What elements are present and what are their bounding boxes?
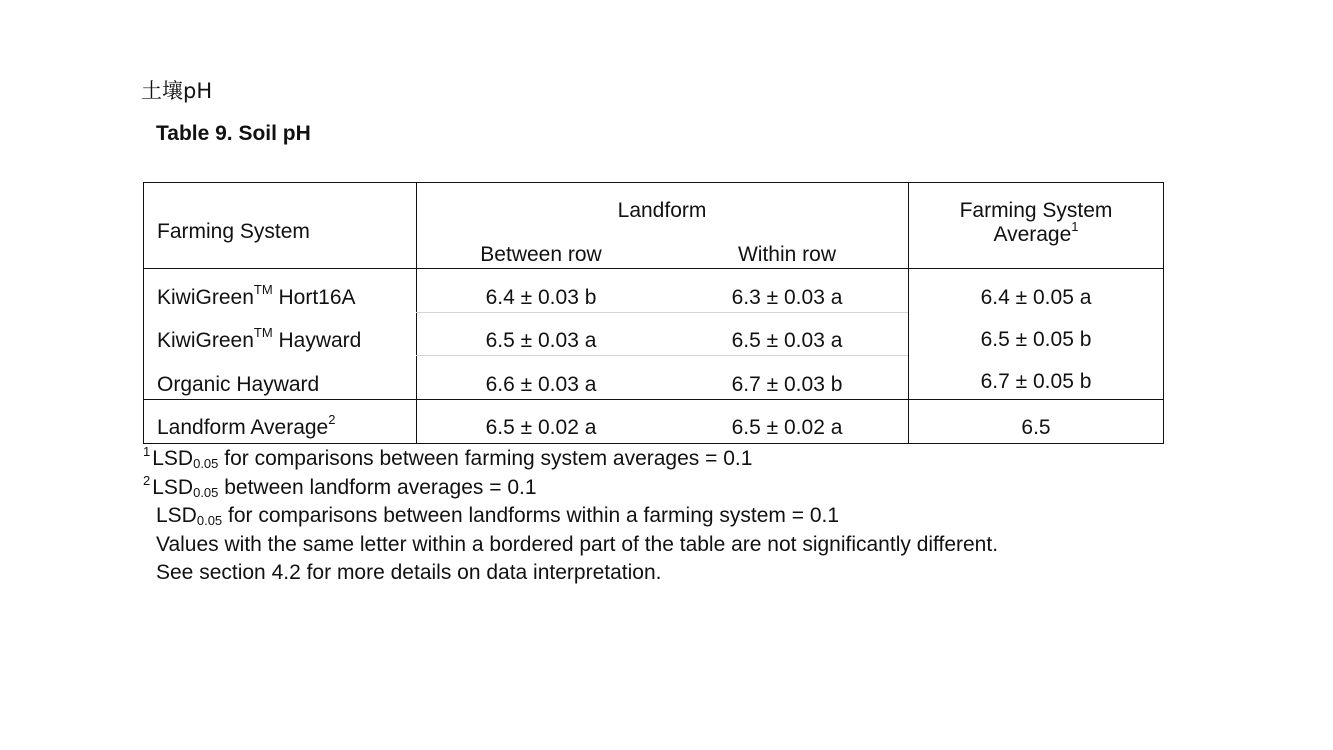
lsd-label: LSD bbox=[152, 447, 194, 470]
cell-average: 6.5 ± 0.05 b bbox=[980, 328, 1092, 351]
lsd-label: LSD bbox=[152, 475, 194, 499]
footnote-5: See section 4.2 for more details on data interpretation. bbox=[156, 561, 662, 584]
footnote-1 bbox=[143, 445, 998, 474]
row-label-suffix: Hort16A bbox=[272, 286, 356, 309]
row-label bbox=[157, 325, 362, 353]
table-footnotes bbox=[143, 445, 998, 588]
cell-between-row: 6.6 ± 0.03 a bbox=[485, 373, 597, 396]
cell-within-row: 6.7 ± 0.03 b bbox=[731, 373, 843, 396]
row-label bbox=[157, 282, 356, 310]
cell-within-row: 6.3 ± 0.03 a bbox=[731, 286, 843, 309]
table-title: Table 9. Soil pH bbox=[156, 122, 311, 145]
trademark-mark: TM bbox=[253, 325, 273, 340]
header-fs-average-line1: Farming System bbox=[959, 199, 1113, 222]
footnote-text: for comparisons between farming system averages = 0.1 bbox=[218, 447, 753, 470]
footnote-marker: 2 bbox=[328, 412, 336, 427]
landform-average-label bbox=[157, 412, 336, 440]
landform-average-text: Landform Average bbox=[157, 416, 329, 439]
cell-between-row: 6.4 ± 0.03 b bbox=[485, 286, 597, 309]
header-landform: Landform bbox=[617, 199, 707, 222]
footnote-marker: 1 bbox=[1071, 219, 1079, 234]
header-fs-average-line2: Average bbox=[993, 223, 1072, 246]
row-label-name: Organic Hayward bbox=[157, 373, 320, 396]
row-label-suffix: Hayward bbox=[272, 329, 362, 352]
lsd-label: LSD bbox=[156, 504, 197, 527]
lsd-subscript: 0.05 bbox=[196, 513, 223, 528]
trademark-mark: TM bbox=[253, 282, 273, 297]
landform-average-between-row: 6.5 ± 0.02 a bbox=[485, 416, 597, 439]
row-divider bbox=[416, 312, 908, 313]
row-label-name: KiwiGreen bbox=[157, 329, 254, 352]
header-farming-system: Farming System bbox=[157, 220, 310, 243]
page-heading: 土壤pH bbox=[141, 79, 213, 103]
row-divider bbox=[416, 355, 908, 356]
header-farming-system-average bbox=[909, 199, 1163, 247]
header-between-row: Between row bbox=[480, 243, 602, 266]
soil-ph-table bbox=[143, 182, 1164, 444]
header-divider bbox=[144, 268, 1163, 269]
cell-between-row: 6.5 ± 0.03 a bbox=[485, 329, 597, 352]
cell-within-row: 6.5 ± 0.03 a bbox=[731, 329, 843, 352]
footnote-4: Values with the same letter within a bordered part of the table are not significantly different. bbox=[156, 532, 999, 556]
cell-average: 6.7 ± 0.05 b bbox=[980, 370, 1092, 393]
landform-average-overall: 6.5 bbox=[1021, 416, 1051, 439]
row-label-name: KiwiGreen bbox=[157, 286, 254, 309]
row-label bbox=[157, 373, 319, 397]
footnote-3 bbox=[143, 502, 998, 531]
footnote-number: 2 bbox=[143, 472, 151, 488]
footnote-number: 1 bbox=[143, 444, 151, 459]
footnote-text: between landform averages = 0.1 bbox=[218, 475, 537, 499]
cell-average: 6.4 ± 0.05 a bbox=[980, 286, 1092, 309]
header-within-row: Within row bbox=[737, 243, 837, 266]
landform-average-within-row: 6.5 ± 0.02 a bbox=[731, 416, 843, 439]
average-row-divider bbox=[144, 399, 1163, 400]
footnote-2 bbox=[143, 474, 998, 503]
lsd-subscript: 0.05 bbox=[193, 456, 219, 471]
footnote-text: for comparisons between landforms within a farming system = 0.1 bbox=[222, 504, 840, 527]
lsd-subscript: 0.05 bbox=[193, 484, 219, 500]
